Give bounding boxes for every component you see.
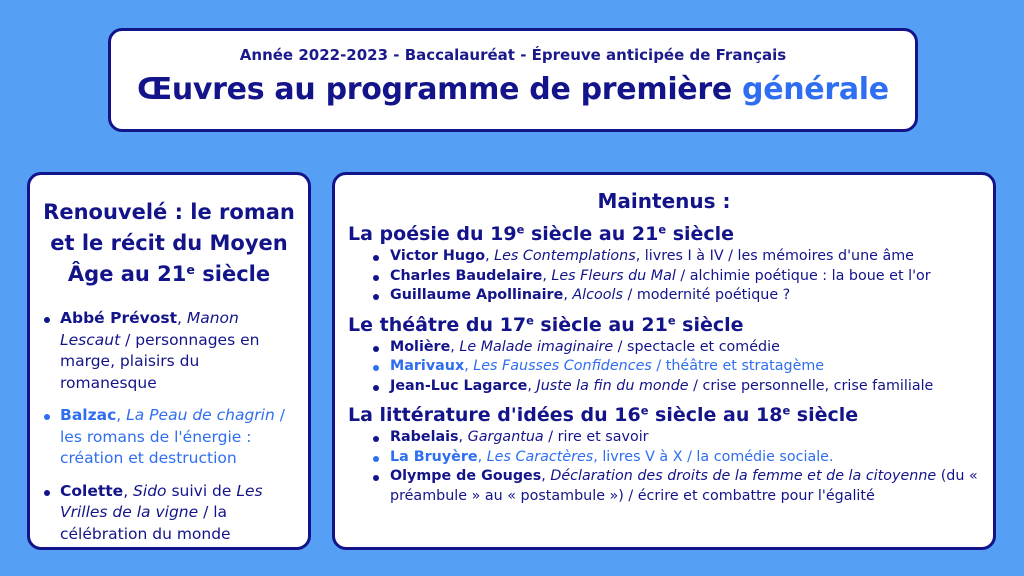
list-item [371, 247, 979, 267]
item-sep: , [464, 358, 474, 374]
item-theme: (du « préambule » au « postambule ») / écrire et combattre pour l'égalité [390, 468, 978, 504]
item-theme: / alchimie poétique : la boue et l'or [675, 267, 931, 284]
item-theme: / personnages en marge, plaisirs du romanesque [60, 330, 260, 392]
item-theme: / spectacle et comédie [613, 338, 780, 355]
item-work: Déclaration des droits de la femme et de la citoyenne [550, 468, 937, 484]
item-theme: , livres V à X / la comédie sociale. [593, 448, 834, 465]
item-theme: / la célébration du monde [60, 503, 231, 543]
section-title-sup: e [658, 222, 667, 237]
item-sep: , [477, 448, 487, 465]
item-work: Juste la fin du monde [536, 377, 689, 394]
item-theme: / les romans de l'énergie : création et destruction [60, 406, 285, 467]
item-author: Colette [60, 481, 124, 500]
list-item [44, 308, 298, 394]
section-title-theatre [335, 312, 993, 338]
left-work-list [30, 308, 308, 545]
item-sep: , [458, 429, 468, 445]
right-panel [332, 172, 996, 550]
item-theme: / crise personnelle, crise familiale [688, 377, 934, 394]
left-panel-title [40, 197, 298, 290]
item-sep: , [116, 406, 127, 424]
item-work: Manon Lescaut [60, 309, 239, 349]
item-sep: , [542, 267, 552, 284]
section-title-sup: e [667, 313, 676, 328]
poesie-list [335, 247, 993, 306]
item-author: Olympe de Gouges [390, 468, 542, 484]
item-author: Rabelais [390, 429, 459, 445]
title-main: Œuvres au programme de première [137, 72, 743, 107]
list-item [371, 338, 979, 358]
theatre-list [335, 338, 993, 397]
item-sep: , [450, 338, 460, 355]
idees-list [335, 428, 993, 506]
item-theme: / théâtre et stratagème [651, 358, 825, 374]
item-author: Charles Baudelaire [390, 267, 543, 284]
item-sep: , [541, 468, 551, 484]
header-card [108, 28, 918, 132]
item-author: Victor Hugo [390, 248, 486, 264]
left-title-part1: Renouvelé : le roman et le récit du Moyen Âge au 21 [43, 200, 295, 286]
section-title-idees [335, 402, 993, 428]
maintenus-heading: Maintenus : [597, 189, 731, 213]
header-subtitle: Année 2022-2023 - Baccalauréat - Épreuve anticipée de Français [239, 46, 787, 64]
section-title-part: siècle [675, 313, 744, 336]
item-sep: , [123, 481, 134, 500]
section-title-part: La littérature d'idées du 16 [348, 404, 641, 426]
list-item [371, 428, 979, 448]
item-work2: Les Vrilles de la vigne [60, 481, 263, 521]
section-title-sup: e [640, 403, 649, 418]
section-title-part: siècle [790, 404, 859, 426]
item-work: Sido [133, 481, 167, 500]
section-title-part: siècle au 18 [648, 404, 783, 426]
item-work: La Peau de chagrin [126, 406, 275, 424]
item-author: Marivaux [390, 358, 465, 374]
item-author: Balzac [60, 406, 117, 424]
list-item [371, 467, 979, 506]
section-title-part: Le théâtre du 17 [348, 313, 527, 336]
item-work: Les Caractères [486, 448, 594, 465]
section-title-part: La poésie du 19 [348, 223, 517, 245]
list-item [371, 286, 979, 306]
section-title-sup: e [516, 222, 525, 237]
list-item [371, 377, 979, 397]
item-sep: , [177, 309, 187, 327]
page-title [111, 72, 915, 107]
item-work: Alcools [572, 287, 623, 303]
item-author: Abbé Prévost [60, 309, 177, 327]
list-item [371, 357, 979, 377]
item-work: Les Fausses Confidences [473, 358, 652, 374]
item-author: Jean-Luc Lagarce [390, 377, 528, 394]
item-work: Les Fleurs du Mal [551, 267, 676, 284]
item-work: Le Malade imaginaire [459, 338, 614, 355]
item-sep: , [527, 377, 537, 394]
left-title-sup: e [186, 262, 195, 278]
item-work: Gargantua [467, 429, 544, 445]
list-item [371, 448, 979, 468]
section-title-part: siècle [666, 223, 735, 245]
section-title-sup: e [782, 403, 791, 418]
left-panel [27, 172, 311, 550]
section-title-part: siècle au 21 [533, 313, 668, 336]
item-work: Les Contemplations [494, 248, 636, 264]
item-sep: , [563, 287, 573, 303]
section-title-sup: e [526, 313, 534, 328]
title-highlight: générale [742, 72, 889, 107]
item-author: Molière [390, 338, 451, 355]
item-author: La Bruyère [390, 448, 478, 465]
item-sep: , [485, 248, 495, 264]
item-theme: / modernité poétique ? [622, 287, 791, 303]
list-item [371, 267, 979, 287]
item-theme: / rire et savoir [543, 429, 649, 445]
item-mid: suivi de [166, 481, 237, 500]
left-title-part2: siècle [194, 262, 271, 286]
list-item [44, 405, 298, 470]
list-item [44, 481, 298, 546]
item-author: Guillaume Apollinaire [390, 287, 564, 303]
section-title-part: siècle au 21 [524, 223, 659, 245]
item-theme: , livres I à IV / les mémoires d'une âme [635, 248, 914, 264]
section-title-poesie [335, 221, 993, 247]
